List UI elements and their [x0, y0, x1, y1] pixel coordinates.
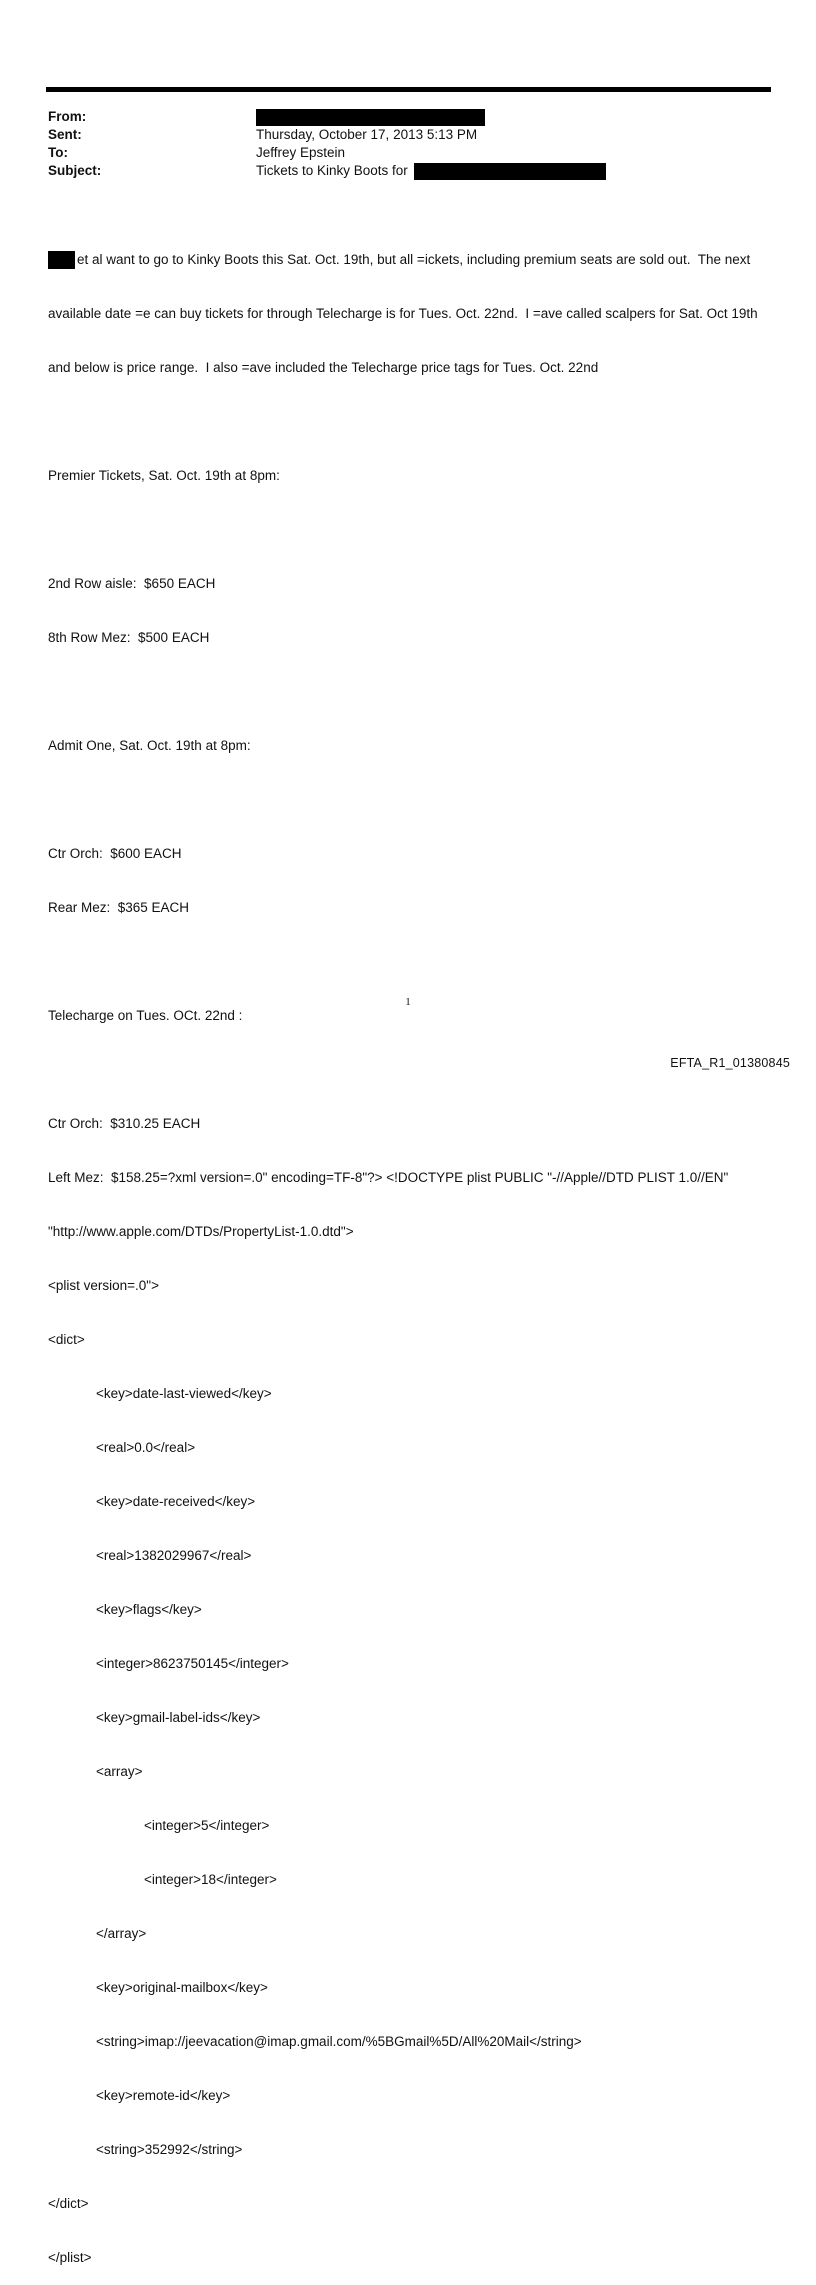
from-label: From:: [48, 109, 87, 124]
admit-price-2: Rear Mez: $365 EACH: [48, 900, 190, 916]
sent-label: Sent:: [48, 127, 82, 142]
premier-heading: Premier Tickets, Sat. Oct. 19th at 8pm:: [48, 468, 280, 484]
admit-price-1: Ctr Orch: $600 EACH: [48, 846, 182, 862]
dict-line: <integer>8623750145</integer>: [96, 1656, 289, 1672]
array-line: <integer>18</integer>: [144, 1872, 277, 1888]
dict-line: <real>1382029967</real>: [96, 1548, 252, 1564]
dict-line: <key>gmail-label-ids</key>: [96, 1710, 261, 1726]
plist-line: <plist version=.0">: [48, 1278, 159, 1294]
intro-redaction: [48, 251, 75, 269]
intro-line-1: [48, 251, 768, 269]
dict-line: <real>0.0</real>: [96, 1440, 196, 1456]
subject-text: Tickets to Kinky Boots for: [256, 163, 408, 178]
premier-price-2: 8th Row Mez: $500 EACH: [48, 630, 210, 646]
subject-label: Subject:: [48, 163, 102, 178]
dict-line: <key>flags</key>: [96, 1602, 202, 1618]
dict-line: <key>date-received</key>: [96, 1494, 256, 1510]
bates-number: EFTA_R1_01380845: [670, 1056, 790, 1070]
admit-heading: Admit One, Sat. Oct. 19th at 8pm:: [48, 738, 251, 754]
telecharge-price-1: Ctr Orch: $310.25 EACH: [48, 1116, 201, 1132]
premier-price-1: 2nd Row aisle: $650 EACH: [48, 576, 216, 592]
intro-line-1-text: et al want to go to Kinky Boots this Sat. Oct. 19th, but all =ickets, including premium seats are sold out. The next: [77, 252, 751, 267]
telecharge-price-2: Left Mez: $158.25=?xml version=.0" encoding=TF-8"?> <!DOCTYPE plist PUBLIC "-//Apple//DTD PLIST 1.0//EN": [48, 1170, 729, 1186]
intro-line-2: available date =e can buy tickets for through Telecharge is for Tues. Oct. 22nd. I =ave called scalpers for Sat. Oct 19th: [48, 306, 758, 322]
telecharge-heading: Telecharge on Tues. OCt. 22nd :: [48, 1008, 243, 1024]
email-body: [48, 215, 768, 2285]
sent-value: Thursday, October 17, 2013 5:13 PM: [256, 127, 478, 142]
plist-line: <dict>: [48, 1332, 85, 1348]
intro-line-3: and below is price range. I also =ave included the Telecharge price tags for Tues. Oct. 22nd: [48, 360, 599, 376]
closing-line: </plist>: [48, 2250, 92, 2266]
from-redaction: [256, 109, 485, 126]
to-label: To:: [48, 145, 68, 160]
dict-line: <string>imap://jeevacation@imap.gmail.com/%5BGmail%5D/All%20Mail</string>: [96, 2034, 582, 2050]
dict-line: <key>original-mailbox</key>: [96, 1980, 268, 1996]
plist-line: "http://www.apple.com/DTDs/PropertyList-1.0.dtd">: [48, 1224, 354, 1240]
dict-line: <string>352992</string>: [96, 2142, 243, 2158]
array-line: <integer>5</integer>: [144, 1818, 270, 1834]
header-rule: [46, 87, 771, 92]
dict-line: </array>: [96, 1926, 147, 1942]
dict-line: <array>: [96, 1764, 143, 1780]
dict-line: <key>remote-id</key>: [96, 2088, 231, 2104]
to-value: Jeffrey Epstein: [256, 145, 346, 160]
from-value: [256, 108, 485, 126]
dict-line: <key>date-last-viewed</key>: [96, 1386, 272, 1402]
subject-redaction: [414, 163, 606, 180]
subject-value: [256, 162, 606, 180]
page-number: 1: [405, 996, 411, 1008]
closing-line: </dict>: [48, 2196, 89, 2212]
